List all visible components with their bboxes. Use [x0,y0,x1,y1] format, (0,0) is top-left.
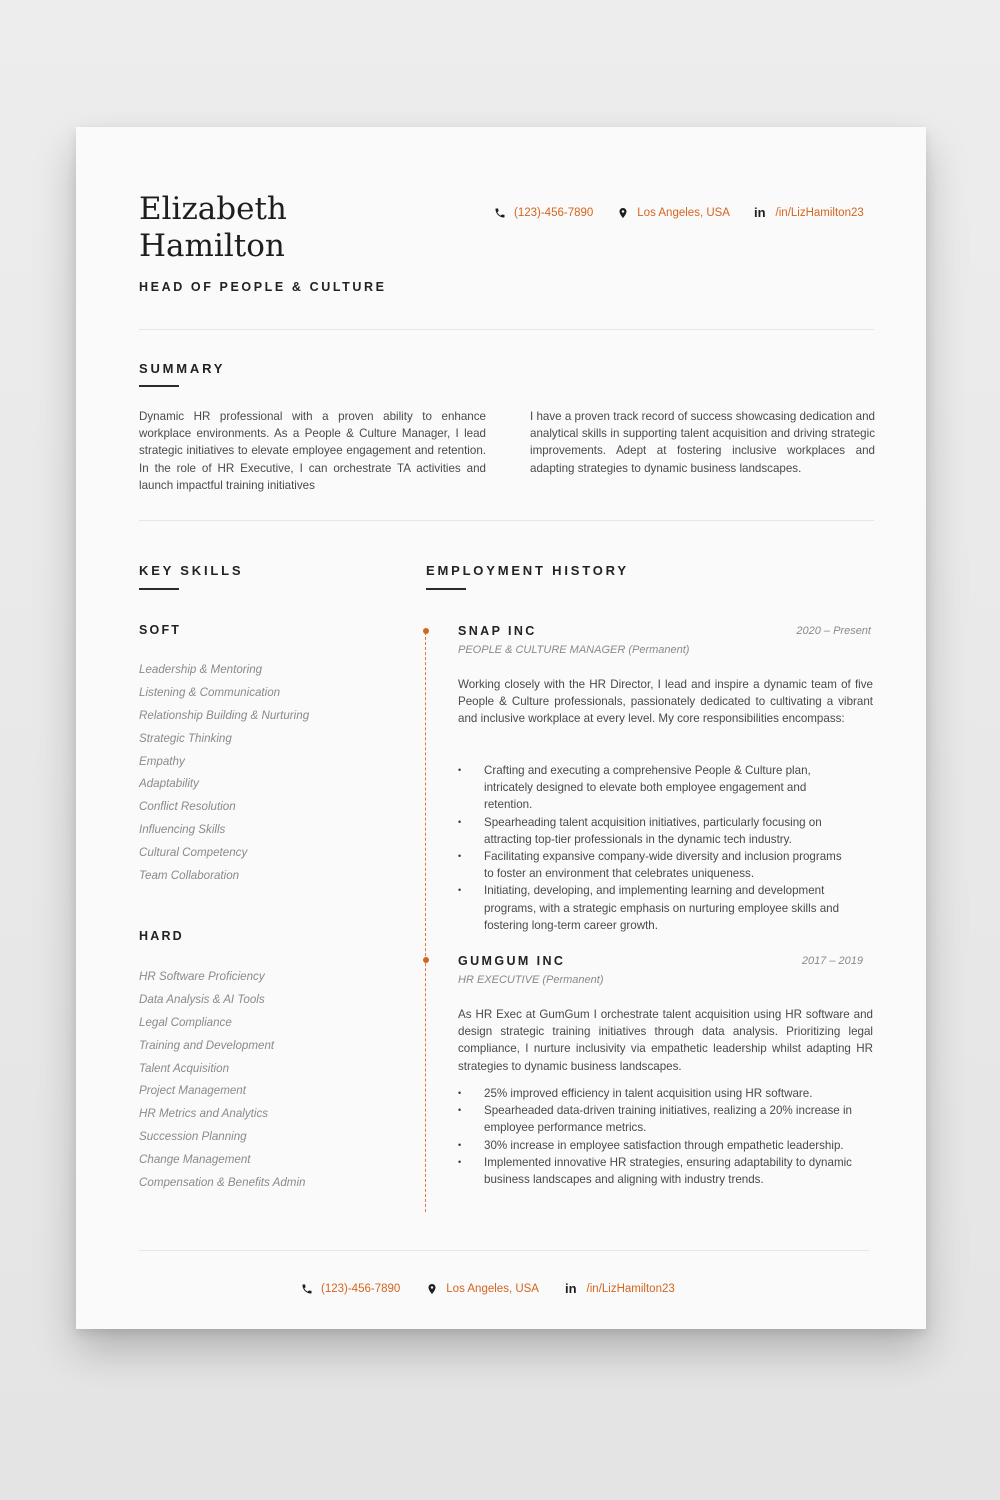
linkedin-text[interactable]: /in/LizHamilton23 [775,206,864,219]
phone-text: (123)-456-7890 [514,206,594,219]
location-text: Los Angeles, USA [637,206,730,219]
location-pin-icon [426,1283,438,1295]
list-item: • Crafting and executing a comprehensive People & Culture plan, intricately designed to elevate both employee engagement and retention. [458,762,853,814]
list-item: Succession Planning [139,1130,247,1144]
job-description: As HR Exec at GumGum I orchestrate talent acquisition using HR software and design strategic training initiatives through data analysis. Prioritizing legal compliance, I nurture inclusivity via empathetic leadership whilst adapting HR strategies to dynamic business landscapes. [458,1008,873,1073]
list-item: Data Analysis & AI Tools [139,992,265,1006]
contact-location [617,207,730,219]
divider [139,520,874,521]
phone-icon [494,207,506,219]
key-skills-heading: KEY SKILLS [139,563,244,578]
resume-page [76,127,926,1329]
header-contact-bar [494,205,864,220]
list-item: Change Management [139,1153,251,1167]
footer-contact-bar [301,1281,701,1296]
employment-underline [426,588,466,590]
divider [139,1250,869,1251]
contact-phone[interactable] [301,1283,400,1295]
list-item: • 25% improved efficiency in talent acquisition using HR software. [458,1085,853,1102]
list-item: Cultural Competency [139,846,248,860]
list-item: Legal Compliance [139,1015,232,1029]
timeline-dot [423,628,429,634]
location-pin-icon [617,207,629,219]
list-item: Strategic Thinking [139,731,232,745]
linkedin-icon: in [753,205,766,220]
soft-skills-list [139,659,309,888]
soft-skills-heading: SOFT [139,623,182,637]
list-item: • 30% increase in employee satisfaction through empathetic leadership. [458,1137,853,1154]
phone-icon [301,1283,313,1295]
list-item: Project Management [139,1084,246,1098]
list-item: Adaptability [139,777,199,791]
list-item: Compensation & Benefits Admin [139,1176,306,1190]
job-dates: 2017 – 2019 [801,955,863,967]
list-item: HR Software Proficiency [139,970,265,983]
hard-skills-list [139,966,305,1195]
timeline-dot [423,957,429,963]
phone-text: (123)-456-7890 [321,1282,401,1295]
contact-phone[interactable] [494,207,593,219]
linkedin-text[interactable]: /in/LizHamilton23 [586,1282,675,1295]
list-item: • Spearheading talent acquisition initiatives, particularly focusing on attracting top-tier professionals in the dynamic tech industry. [458,814,853,848]
list-item: • Implemented innovative HR strategies, ensuring adaptability to dynamic business landscapes and aligning with industry trends. [458,1154,853,1188]
first-name: Elizabeth [139,191,287,227]
last-name: Hamilton [139,228,285,264]
contact-linkedin[interactable] [565,1281,675,1296]
linkedin-icon: in [564,1281,577,1296]
summary-underline [139,385,179,387]
list-item: Leadership & Mentoring [139,663,263,676]
list-item: Listening & Communication [139,685,281,699]
contact-location [426,1283,539,1295]
job-role: HR EXECUTIVE (Permanent) [458,974,604,986]
employment-heading: EMPLOYMENT HISTORY [426,563,629,578]
timeline-line [425,632,426,1212]
list-item: • Facilitating expansive company-wide diversity and inclusion programs to foster an environment that celebrates uniqueness. [458,848,853,882]
list-item: • Spearheaded data-driven training initiatives, realizing a 20% increase in employee performance metrics. [458,1102,853,1136]
list-item: Influencing Skills [139,823,226,837]
list-item: Conflict Resolution [139,800,236,814]
summary-heading: SUMMARY [139,361,226,376]
job-company: GUMGUM INC [458,954,566,968]
list-item: HR Metrics and Analytics [139,1107,269,1121]
list-item: Relationship Building & Nurturing [139,708,310,722]
job-bullets [458,762,853,934]
list-item: Team Collaboration [139,869,240,883]
key-skills-underline [139,588,179,590]
list-item: Talent Acquisition [139,1061,230,1075]
location-text: Los Angeles, USA [446,1282,539,1295]
list-item: Empathy [139,754,185,768]
list-item: • Initiating, developing, and implementing learning and development programs, with a strategic emphasis on nurturing employee skills and fostering long-term career growth. [458,882,853,934]
job-description: Working closely with the HR Director, I lead and inspire a dynamic team of five People & Culture professionals, passionately dedicated to cultivating a vibrant and inclusive workplace at every level. My core responsibilities encompass: [458,678,873,726]
job-bullets [458,1085,853,1188]
job-dates: 2020 – Present [796,625,871,637]
job-title: HEAD OF PEOPLE & CULTURE [139,280,387,294]
summary-right: I have a proven track record of success showcasing dedication and analytical skills in supporting talent acquisition and driving strategic improvements. Adept at fostering inclusive workplaces and adapting strategies to dynamic business landscapes. [530,410,875,475]
summary-left: Dynamic HR professional with a proven ability to enhance workplace environments. As a People & Culture Manager, I lead strategic initiatives to elevate employee engagement and retention. In the role of HR Executive, I can orchestrate TA activities and launch impactful training initiatives [139,410,486,492]
hard-skills-heading: HARD [139,929,184,943]
candidate-name [139,191,439,265]
list-item: Training and Development [139,1038,275,1052]
contact-linkedin[interactable] [754,205,864,220]
job-role: PEOPLE & CULTURE MANAGER (Permanent) [458,644,690,656]
job-company: SNAP INC [458,624,537,638]
divider [139,329,874,330]
